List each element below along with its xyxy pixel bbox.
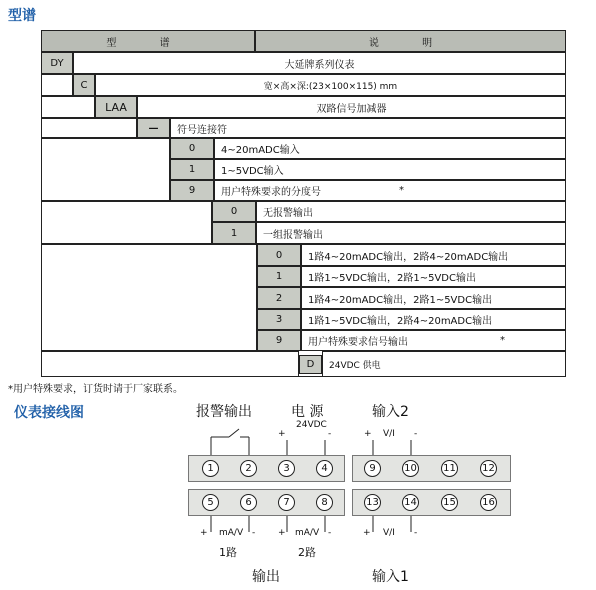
terminal-2: 2 bbox=[240, 460, 257, 477]
code-output-3: 3 bbox=[257, 309, 301, 330]
desc-input-1: 1~5VDC输入 bbox=[214, 159, 566, 180]
label-input2: 输入2 bbox=[372, 404, 409, 420]
power-plus: + bbox=[278, 429, 286, 439]
label-route2: 2路 bbox=[298, 546, 316, 559]
input2-minus: - bbox=[414, 429, 418, 439]
label-input1: 输入1 bbox=[372, 569, 409, 585]
out1-mav: mA/V bbox=[219, 528, 244, 538]
code-output-2: 2 bbox=[257, 287, 301, 309]
label-alarm-output: 报警输出 bbox=[196, 404, 252, 420]
desc-alarm-1: 一组报警输出 bbox=[256, 222, 566, 244]
input1-vi: V/I bbox=[383, 528, 395, 538]
desc-input-9: 用户特殊要求的分度号 * bbox=[214, 180, 566, 201]
terminal-6: 6 bbox=[240, 494, 257, 511]
code-input-9: 9 bbox=[170, 180, 214, 201]
power-minus: - bbox=[328, 429, 332, 439]
desc-input-0: 4~20mADC输入 bbox=[214, 138, 566, 159]
label-power: 电 源 bbox=[291, 404, 324, 420]
terminal-15: 15 bbox=[441, 494, 458, 511]
header-desc: 说 明 bbox=[255, 30, 566, 52]
desc-output-1: 1路1~5VDC输出，2路1~5VDC输出 bbox=[301, 266, 566, 287]
desc-output-0: 1路4~20mADC输出，2路4~20mADC输出 bbox=[301, 244, 566, 266]
code-output-0: 0 bbox=[257, 244, 301, 266]
input1-plus: + bbox=[363, 528, 371, 538]
code-alarm-0: 0 bbox=[212, 201, 256, 222]
code-output-9: 9 bbox=[257, 330, 301, 351]
terminal-14: 14 bbox=[402, 494, 419, 511]
desc-power: 24VDC 供电 bbox=[322, 351, 566, 377]
label-route1: 1路 bbox=[219, 546, 237, 559]
code-dy: DY bbox=[41, 52, 73, 74]
terminal-7: 7 bbox=[278, 494, 295, 511]
code-input-1: 1 bbox=[170, 159, 214, 180]
input1-minus: - bbox=[414, 528, 418, 538]
model-spectrum-title: 型谱 bbox=[8, 8, 36, 24]
terminal-12: 12 bbox=[480, 460, 497, 477]
star-output-9: * bbox=[500, 335, 505, 346]
footnote: *用户特殊要求，订货时请于厂家联系。 bbox=[8, 384, 183, 395]
out2-plus: + bbox=[278, 528, 286, 538]
label-24vdc: 24VDC bbox=[296, 420, 327, 430]
terminal-11: 11 bbox=[441, 460, 458, 477]
input2-vi: V/I bbox=[383, 429, 395, 439]
code-laa: LAA bbox=[95, 96, 137, 118]
code-dash: — bbox=[137, 118, 170, 138]
header-model: 型 谱 bbox=[41, 30, 255, 52]
code-input-0: 0 bbox=[170, 138, 214, 159]
desc-laa: 双路信号加减器 bbox=[137, 96, 566, 118]
code-power: D bbox=[299, 355, 322, 374]
out2-mav: mA/V bbox=[295, 528, 320, 538]
out1-minus: - bbox=[252, 528, 256, 538]
code-output-1: 1 bbox=[257, 266, 301, 287]
terminal-5: 5 bbox=[202, 494, 219, 511]
terminal-10: 10 bbox=[402, 460, 419, 477]
code-alarm-1: 1 bbox=[212, 222, 256, 244]
terminal-3: 3 bbox=[278, 460, 295, 477]
terminal-1: 1 bbox=[202, 460, 219, 477]
desc-alarm-0: 无报警输出 bbox=[256, 201, 566, 222]
out1-plus: + bbox=[200, 528, 208, 538]
desc-output-9: 用户特殊要求信号输出 * bbox=[301, 330, 566, 351]
input2-plus: + bbox=[364, 429, 372, 439]
label-output: 输出 bbox=[252, 569, 280, 585]
terminal-13: 13 bbox=[364, 494, 381, 511]
terminal-9: 9 bbox=[364, 460, 381, 477]
desc-output-3: 1路1~5VDC输出，2路4~20mADC输出 bbox=[301, 309, 566, 330]
star-input-9: * bbox=[399, 185, 404, 196]
desc-c: 宽×高×深:(23×100×115) mm bbox=[95, 74, 566, 96]
desc-dash: 符号连接符 bbox=[170, 118, 566, 138]
terminal-4: 4 bbox=[316, 460, 333, 477]
terminal-8: 8 bbox=[316, 494, 333, 511]
desc-output-2: 1路4~20mADC输出，2路1~5VDC输出 bbox=[301, 287, 566, 309]
terminal-16: 16 bbox=[480, 494, 497, 511]
code-c: C bbox=[73, 74, 95, 96]
wiring-diagram-title: 仪表接线图 bbox=[14, 405, 84, 421]
desc-dy: 大延牌系列仪表 bbox=[73, 52, 566, 74]
out2-minus: - bbox=[328, 528, 332, 538]
